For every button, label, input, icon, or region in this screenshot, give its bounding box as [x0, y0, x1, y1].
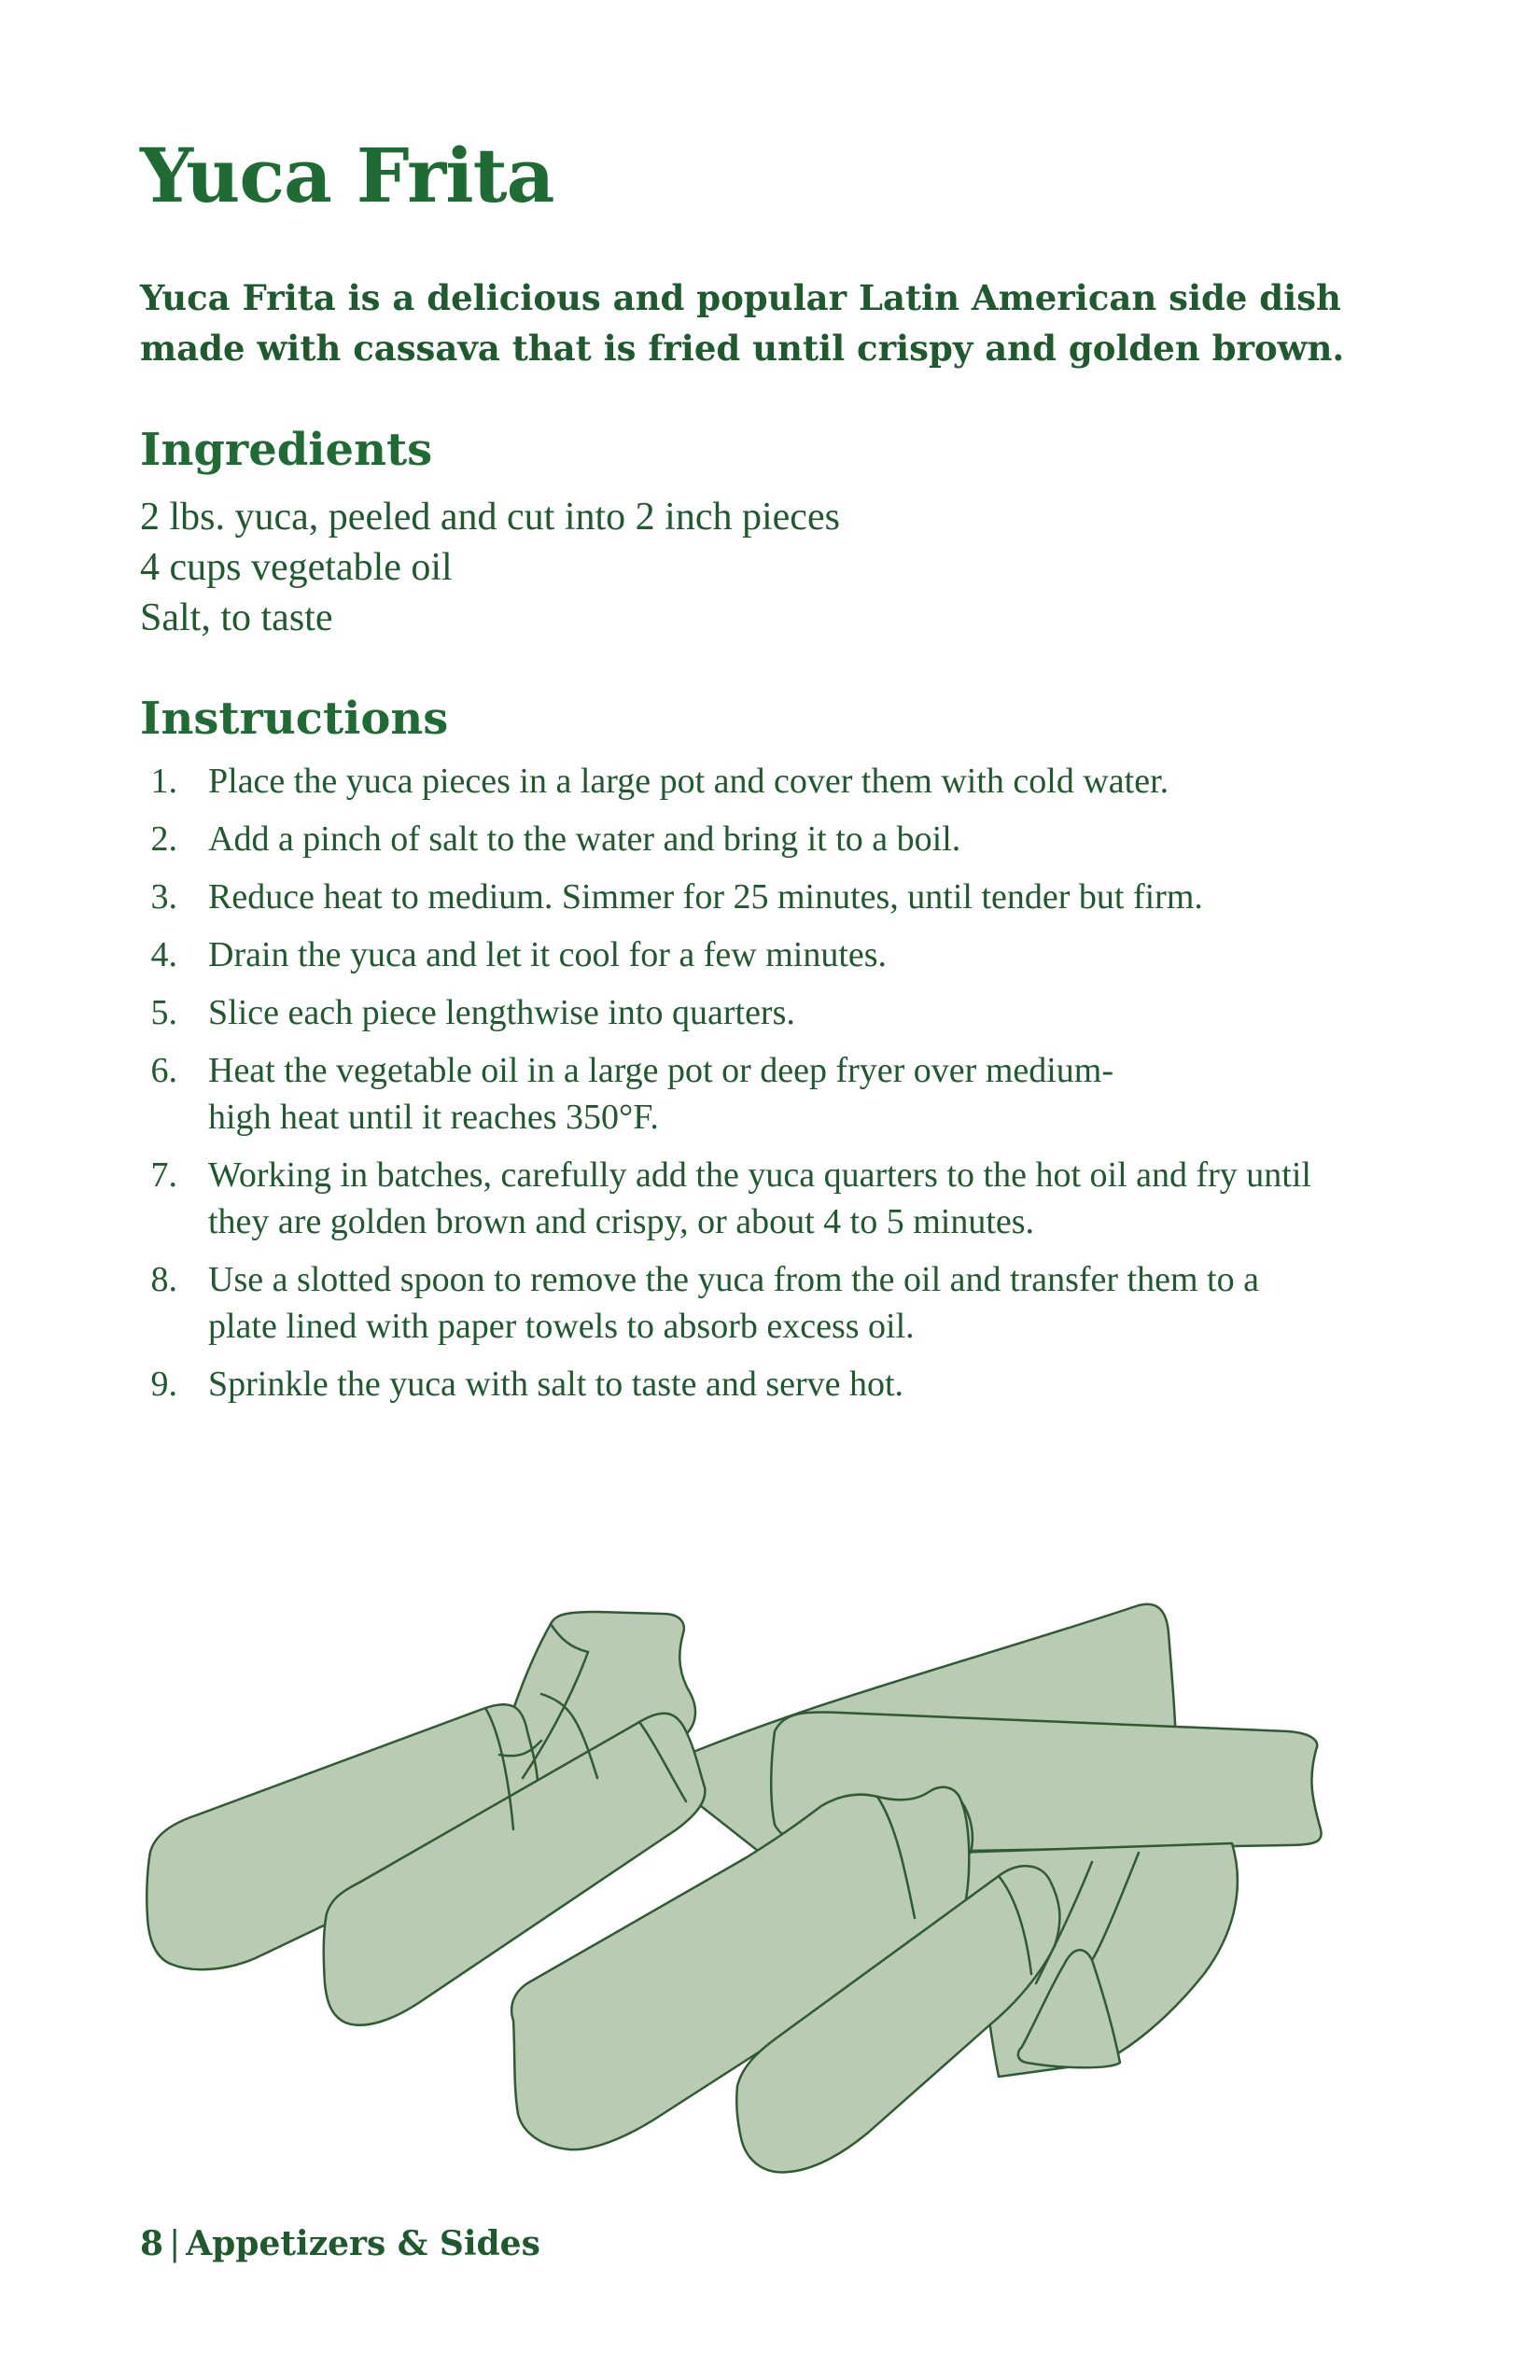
- instruction-step: [140, 1047, 1148, 1141]
- step-number: 7.: [150, 1155, 177, 1195]
- yuca-fries-illustration-icon: [131, 1591, 1344, 2189]
- step-text: Sprinkle the yuca with salt to taste and serve hot.: [208, 1365, 904, 1404]
- ingredient-item: 2 lbs. yuca, peeled and cut into 2 inch pieces: [140, 496, 840, 539]
- page-title: Yuca Frita: [140, 132, 554, 219]
- step-number: 1.: [150, 762, 177, 801]
- intro-paragraph: Yuca Frita is a delicious and popular Latin American side dish made with cassava that is fried until crispy and golden brown.: [140, 277, 1345, 369]
- instruction-step: [140, 1361, 1353, 1407]
- instruction-step: [140, 1152, 1353, 1245]
- step-number: 9.: [150, 1365, 177, 1404]
- ingredients-heading: Ingredients: [140, 424, 433, 476]
- step-text: Add a pinch of salt to the water and bring it to a boil.: [208, 819, 961, 859]
- step-text: Working in batches, carefully add the yuca quarters to the hot oil and fry until they are golden brown and crispy, or about 4 to 5 minutes.: [208, 1155, 1311, 1241]
- step-text: Reduce heat to medium. Simmer for 25 minutes, until tender but firm.: [208, 877, 1203, 917]
- step-text: Use a slotted spoon to remove the yuca from the oil and transfer them to a plate lined with paper towels to absorb excess oil.: [208, 1260, 1259, 1346]
- instruction-step: [140, 1256, 1316, 1350]
- ingredient-item: 4 cups vegetable oil: [140, 546, 453, 589]
- step-number: 3.: [150, 877, 177, 917]
- step-number: 2.: [150, 819, 177, 859]
- step-text: Heat the vegetable oil in a large pot or deep fryer over medium-high heat until it reaches 350°F.: [208, 1051, 1114, 1137]
- instruction-step: [140, 931, 1353, 978]
- instructions-list: [140, 758, 1353, 1419]
- ingredients-list: [140, 492, 840, 643]
- step-number: 5.: [150, 993, 177, 1032]
- step-text: Drain the yuca and let it cool for a few minutes.: [208, 935, 888, 974]
- page-number: 8: [140, 2224, 164, 2263]
- step-number: 8.: [150, 1260, 177, 1299]
- step-number: 4.: [150, 935, 177, 974]
- instruction-step: [140, 816, 1353, 862]
- instructions-heading: Instructions: [140, 693, 449, 745]
- step-number: 6.: [150, 1051, 177, 1090]
- page-footer: [140, 2221, 540, 2267]
- step-text: Slice each piece lengthwise into quarters.: [208, 993, 795, 1032]
- ingredient-item: Salt, to taste: [140, 596, 333, 639]
- instruction-step: [140, 874, 1353, 920]
- section-name: Appetizers & Sides: [186, 2224, 540, 2263]
- instruction-step: [140, 758, 1353, 805]
- instruction-step: [140, 989, 1353, 1036]
- step-text: Place the yuca pieces in a large pot and cover them with cold water.: [208, 762, 1169, 801]
- footer-separator: |: [169, 2225, 181, 2263]
